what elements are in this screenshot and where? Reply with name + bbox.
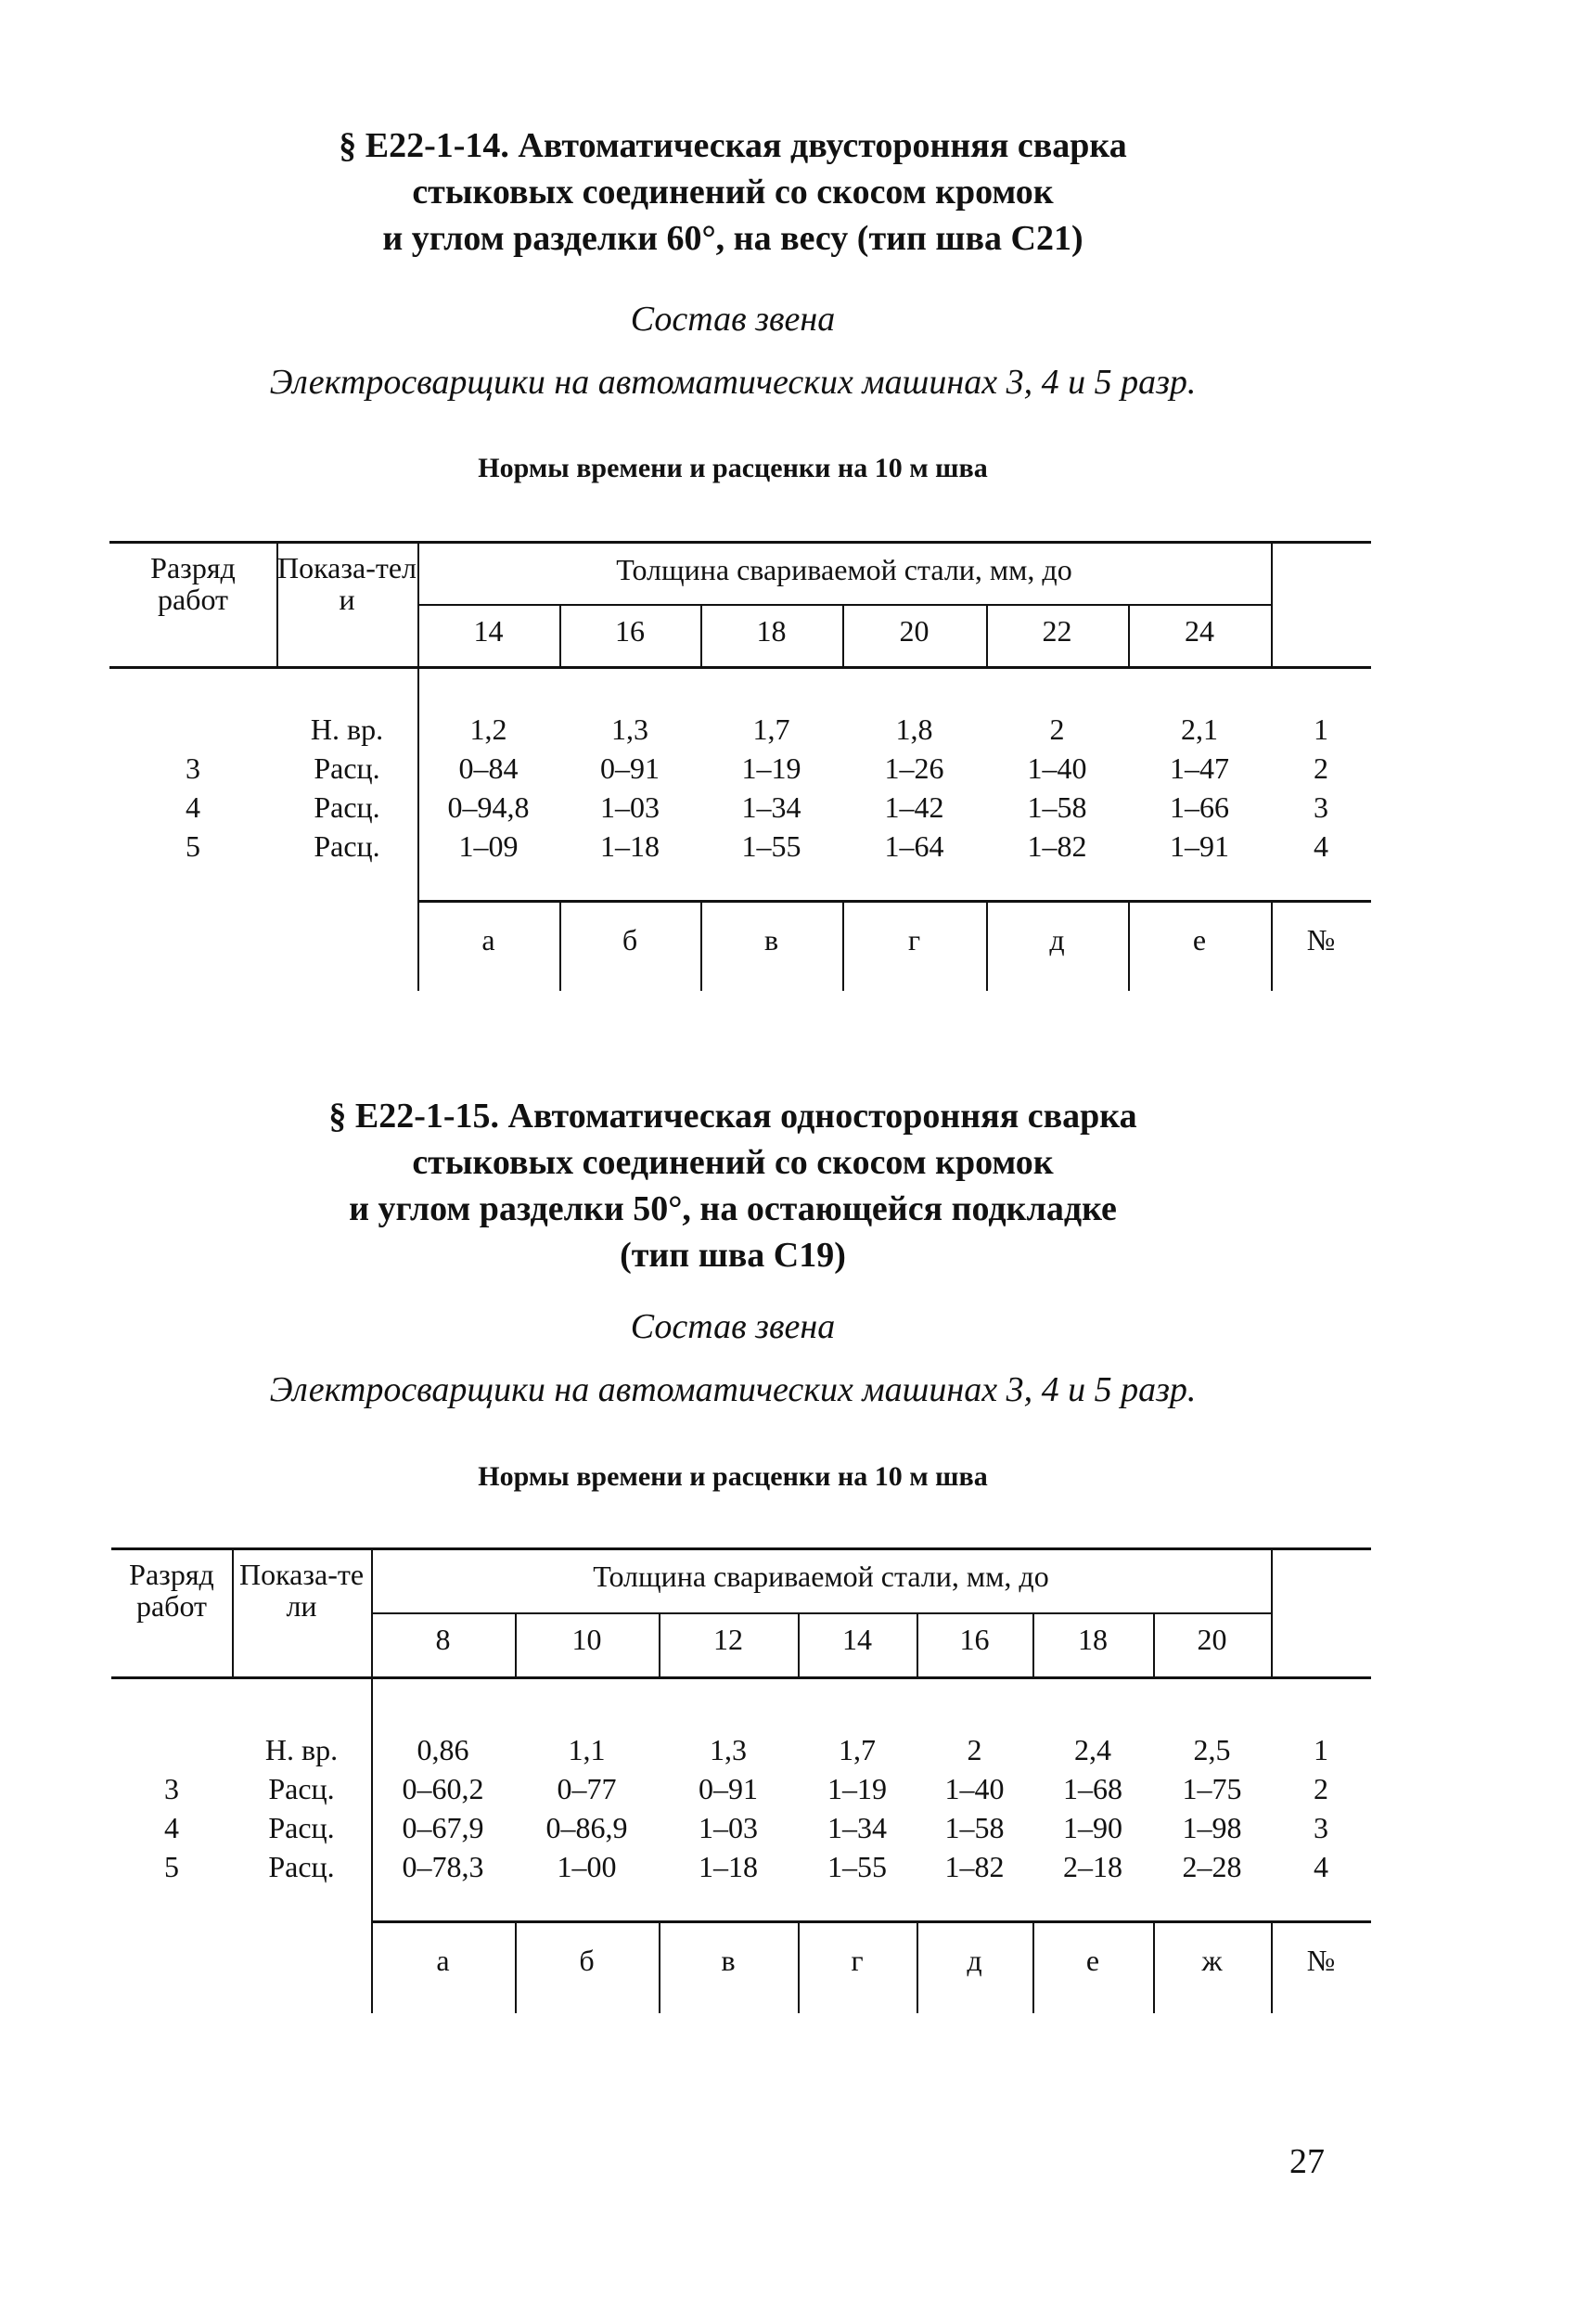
- table-rule: [109, 541, 1371, 544]
- number-sign: №: [1306, 923, 1336, 957]
- table-cell: 1–03: [699, 1811, 758, 1844]
- table-cell: 1–18: [699, 1850, 758, 1883]
- composition-label: Состав звена: [630, 1307, 836, 1346]
- table-cell: 1–40: [944, 1772, 1005, 1805]
- title-line: стыковых соединений со скосом кромок: [412, 1143, 1054, 1182]
- table-cell: 0–67,9: [402, 1811, 484, 1844]
- thickness-header-cell: 24: [1185, 614, 1214, 648]
- title-line: и углом разделки 50°, на остающейся подкладке: [349, 1189, 1117, 1228]
- header-thickness: Толщина свариваемой стали, мм, до: [593, 1560, 1049, 1593]
- column-letter: ж: [1201, 1944, 1223, 1977]
- table-cell: 2: [967, 1733, 982, 1766]
- composition-label: Состав звена: [630, 300, 836, 339]
- row-number: 4: [1314, 829, 1328, 863]
- column-letter: а: [436, 1944, 450, 1977]
- table-cell: 1–55: [741, 829, 801, 863]
- header-indicators: Показа-тели: [276, 551, 417, 616]
- thickness-header-cell: 18: [1078, 1623, 1108, 1656]
- composition-text: Электросварщики на автоматических машинах 3, 4 и 5 разр.: [269, 363, 1197, 402]
- table-cell: 1–98: [1182, 1811, 1242, 1844]
- title-line: (тип шва С19): [620, 1236, 846, 1275]
- column-letter: б: [579, 1944, 595, 1977]
- table-cell: 2,5: [1193, 1733, 1231, 1766]
- table-cell: 2–18: [1063, 1850, 1122, 1883]
- column-letter: б: [622, 923, 638, 957]
- table-cell: 0–78,3: [402, 1850, 484, 1883]
- table-cell: 2,4: [1074, 1733, 1111, 1766]
- header-rank: Разряд работ: [150, 551, 236, 616]
- table-cell: 1,7: [839, 1733, 876, 1766]
- table-cell: 1–58: [944, 1811, 1005, 1844]
- thickness-header-cell: 14: [473, 614, 504, 648]
- table-cell: 1–91: [1170, 829, 1229, 863]
- table-cell: 1–55: [827, 1850, 887, 1883]
- column-letter: д: [1049, 923, 1065, 957]
- title-line: и углом разделки 60°, на весу (тип шва С21): [382, 219, 1083, 258]
- column-letter: в: [721, 1944, 736, 1977]
- table-cell: 1–75: [1182, 1772, 1242, 1805]
- indicator-cell: Расц.: [314, 790, 380, 824]
- table-cell: 0–84: [458, 751, 519, 785]
- table-cell: 1–90: [1063, 1811, 1122, 1844]
- table-cell: 1,8: [895, 713, 933, 746]
- section-title: [0, 1093, 1466, 1278]
- table-cell: 1–03: [600, 790, 660, 824]
- title-line: § Е22-1-15. Автоматическая односторонняя сварка: [328, 1097, 1137, 1136]
- thickness-header-cell: 20: [899, 614, 930, 648]
- table-rule: [111, 1547, 1371, 1550]
- table-rule: [371, 1612, 1271, 1614]
- table-cell: 1,3: [710, 1733, 747, 1766]
- table-cell: 0–60,2: [402, 1772, 484, 1805]
- table-cell: 0–86,9: [545, 1811, 628, 1844]
- table-cell: 1–66: [1170, 790, 1229, 824]
- rank-cell: 4: [186, 790, 200, 824]
- table-rule: [371, 1920, 1371, 1923]
- column-letter: г: [851, 1944, 864, 1977]
- table-cell: 1–18: [600, 829, 660, 863]
- row-number: 1: [1314, 1733, 1328, 1766]
- number-sign: №: [1306, 1944, 1336, 1977]
- indicator-cell: Расц.: [268, 1772, 335, 1805]
- table-cell: 1–82: [1027, 829, 1087, 863]
- thickness-header-cell: 12: [713, 1623, 743, 1656]
- norms-caption: Нормы времени и расценки на 10 м шва: [478, 1461, 988, 1492]
- composition-text: Электросварщики на автоматических машинах 3, 4 и 5 разр.: [269, 1370, 1197, 1409]
- table-cell: 0–94,8: [447, 790, 530, 824]
- table-rule: [417, 604, 1271, 606]
- table-cell: 1–40: [1027, 751, 1087, 785]
- title-line: § Е22-1-14. Автоматическая двусторонняя сварка: [339, 126, 1127, 165]
- row-number: 2: [1314, 751, 1328, 785]
- rank-cell: 4: [164, 1811, 179, 1844]
- table-cell: 1–64: [884, 829, 944, 863]
- thickness-header-cell: 16: [959, 1623, 990, 1656]
- column-letter: е: [1085, 1944, 1100, 1977]
- table-cell: 2,1: [1181, 713, 1218, 746]
- row-number: 3: [1314, 1811, 1328, 1844]
- thickness-header-cell: 22: [1042, 614, 1072, 648]
- table-cell: 1–00: [557, 1850, 617, 1883]
- table-cell: 1,1: [568, 1733, 606, 1766]
- page-number: 27: [1289, 2142, 1325, 2181]
- thickness-header-cell: 10: [571, 1623, 602, 1656]
- title-line: стыковых соединений со скосом кромок: [412, 173, 1054, 212]
- table-cell: 1–58: [1027, 790, 1087, 824]
- indicator-cell: Н. вр.: [264, 1733, 339, 1766]
- header-rank: Разряд работ: [129, 1558, 214, 1623]
- table-cell: 1–34: [827, 1811, 887, 1844]
- indicator-cell: Н. вр.: [310, 713, 384, 746]
- table-cell: 0–91: [600, 751, 660, 785]
- column-letter: д: [967, 1944, 982, 1977]
- row-number: 3: [1314, 790, 1328, 824]
- rank-cell: 5: [164, 1850, 179, 1883]
- rank-cell: 3: [164, 1772, 179, 1805]
- rank-cell: 3: [186, 751, 200, 785]
- table-cell: 1,2: [469, 713, 507, 746]
- table-rule: [111, 1676, 1371, 1679]
- table-cell: 1–82: [944, 1850, 1005, 1883]
- row-number: 2: [1314, 1772, 1328, 1805]
- table-rule: [1271, 541, 1273, 666]
- column-letter: а: [481, 923, 495, 957]
- thickness-header-cell: 14: [842, 1623, 872, 1656]
- header-indicators: Показа-тели: [238, 1558, 365, 1623]
- table-cell: 1–26: [884, 751, 944, 785]
- table-cell: 1–42: [884, 790, 944, 824]
- table-cell: 1–34: [741, 790, 801, 824]
- table-rule: [109, 666, 1371, 669]
- column-letter: е: [1192, 923, 1207, 957]
- norms-caption: Нормы времени и расценки на 10 м шва: [478, 453, 988, 483]
- indicator-cell: Расц.: [314, 751, 380, 785]
- thickness-header-cell: 16: [615, 614, 645, 648]
- table-cell: 0–91: [699, 1772, 758, 1805]
- table-cell: 1–47: [1170, 751, 1229, 785]
- table-cell: 1–19: [741, 751, 801, 785]
- row-number: 4: [1314, 1850, 1328, 1883]
- table-cell: 2–28: [1182, 1850, 1242, 1883]
- rank-cell: 5: [186, 829, 200, 863]
- table-cell: 2: [1049, 713, 1065, 746]
- column-letter: в: [763, 923, 779, 957]
- table-rule: [1271, 1547, 1273, 1676]
- section-title: [0, 122, 1466, 262]
- row-number: 1: [1314, 713, 1328, 746]
- header-thickness: Толщина свариваемой стали, мм, до: [616, 553, 1072, 586]
- indicator-cell: Расц.: [314, 829, 380, 863]
- indicator-cell: Расц.: [268, 1811, 335, 1844]
- column-letter: г: [907, 923, 921, 957]
- thickness-header-cell: 8: [435, 1623, 451, 1656]
- table-cell: 0–77: [557, 1772, 617, 1805]
- table-cell: 1–68: [1063, 1772, 1122, 1805]
- table-cell: 0,86: [417, 1733, 469, 1766]
- thickness-header-cell: 18: [756, 614, 787, 648]
- table-cell: 1,3: [611, 713, 648, 746]
- indicator-cell: Расц.: [268, 1850, 335, 1883]
- table-cell: 1–19: [827, 1772, 887, 1805]
- table-cell: 1–09: [458, 829, 519, 863]
- thickness-header-cell: 20: [1197, 1623, 1227, 1656]
- table-cell: 1,7: [752, 713, 790, 746]
